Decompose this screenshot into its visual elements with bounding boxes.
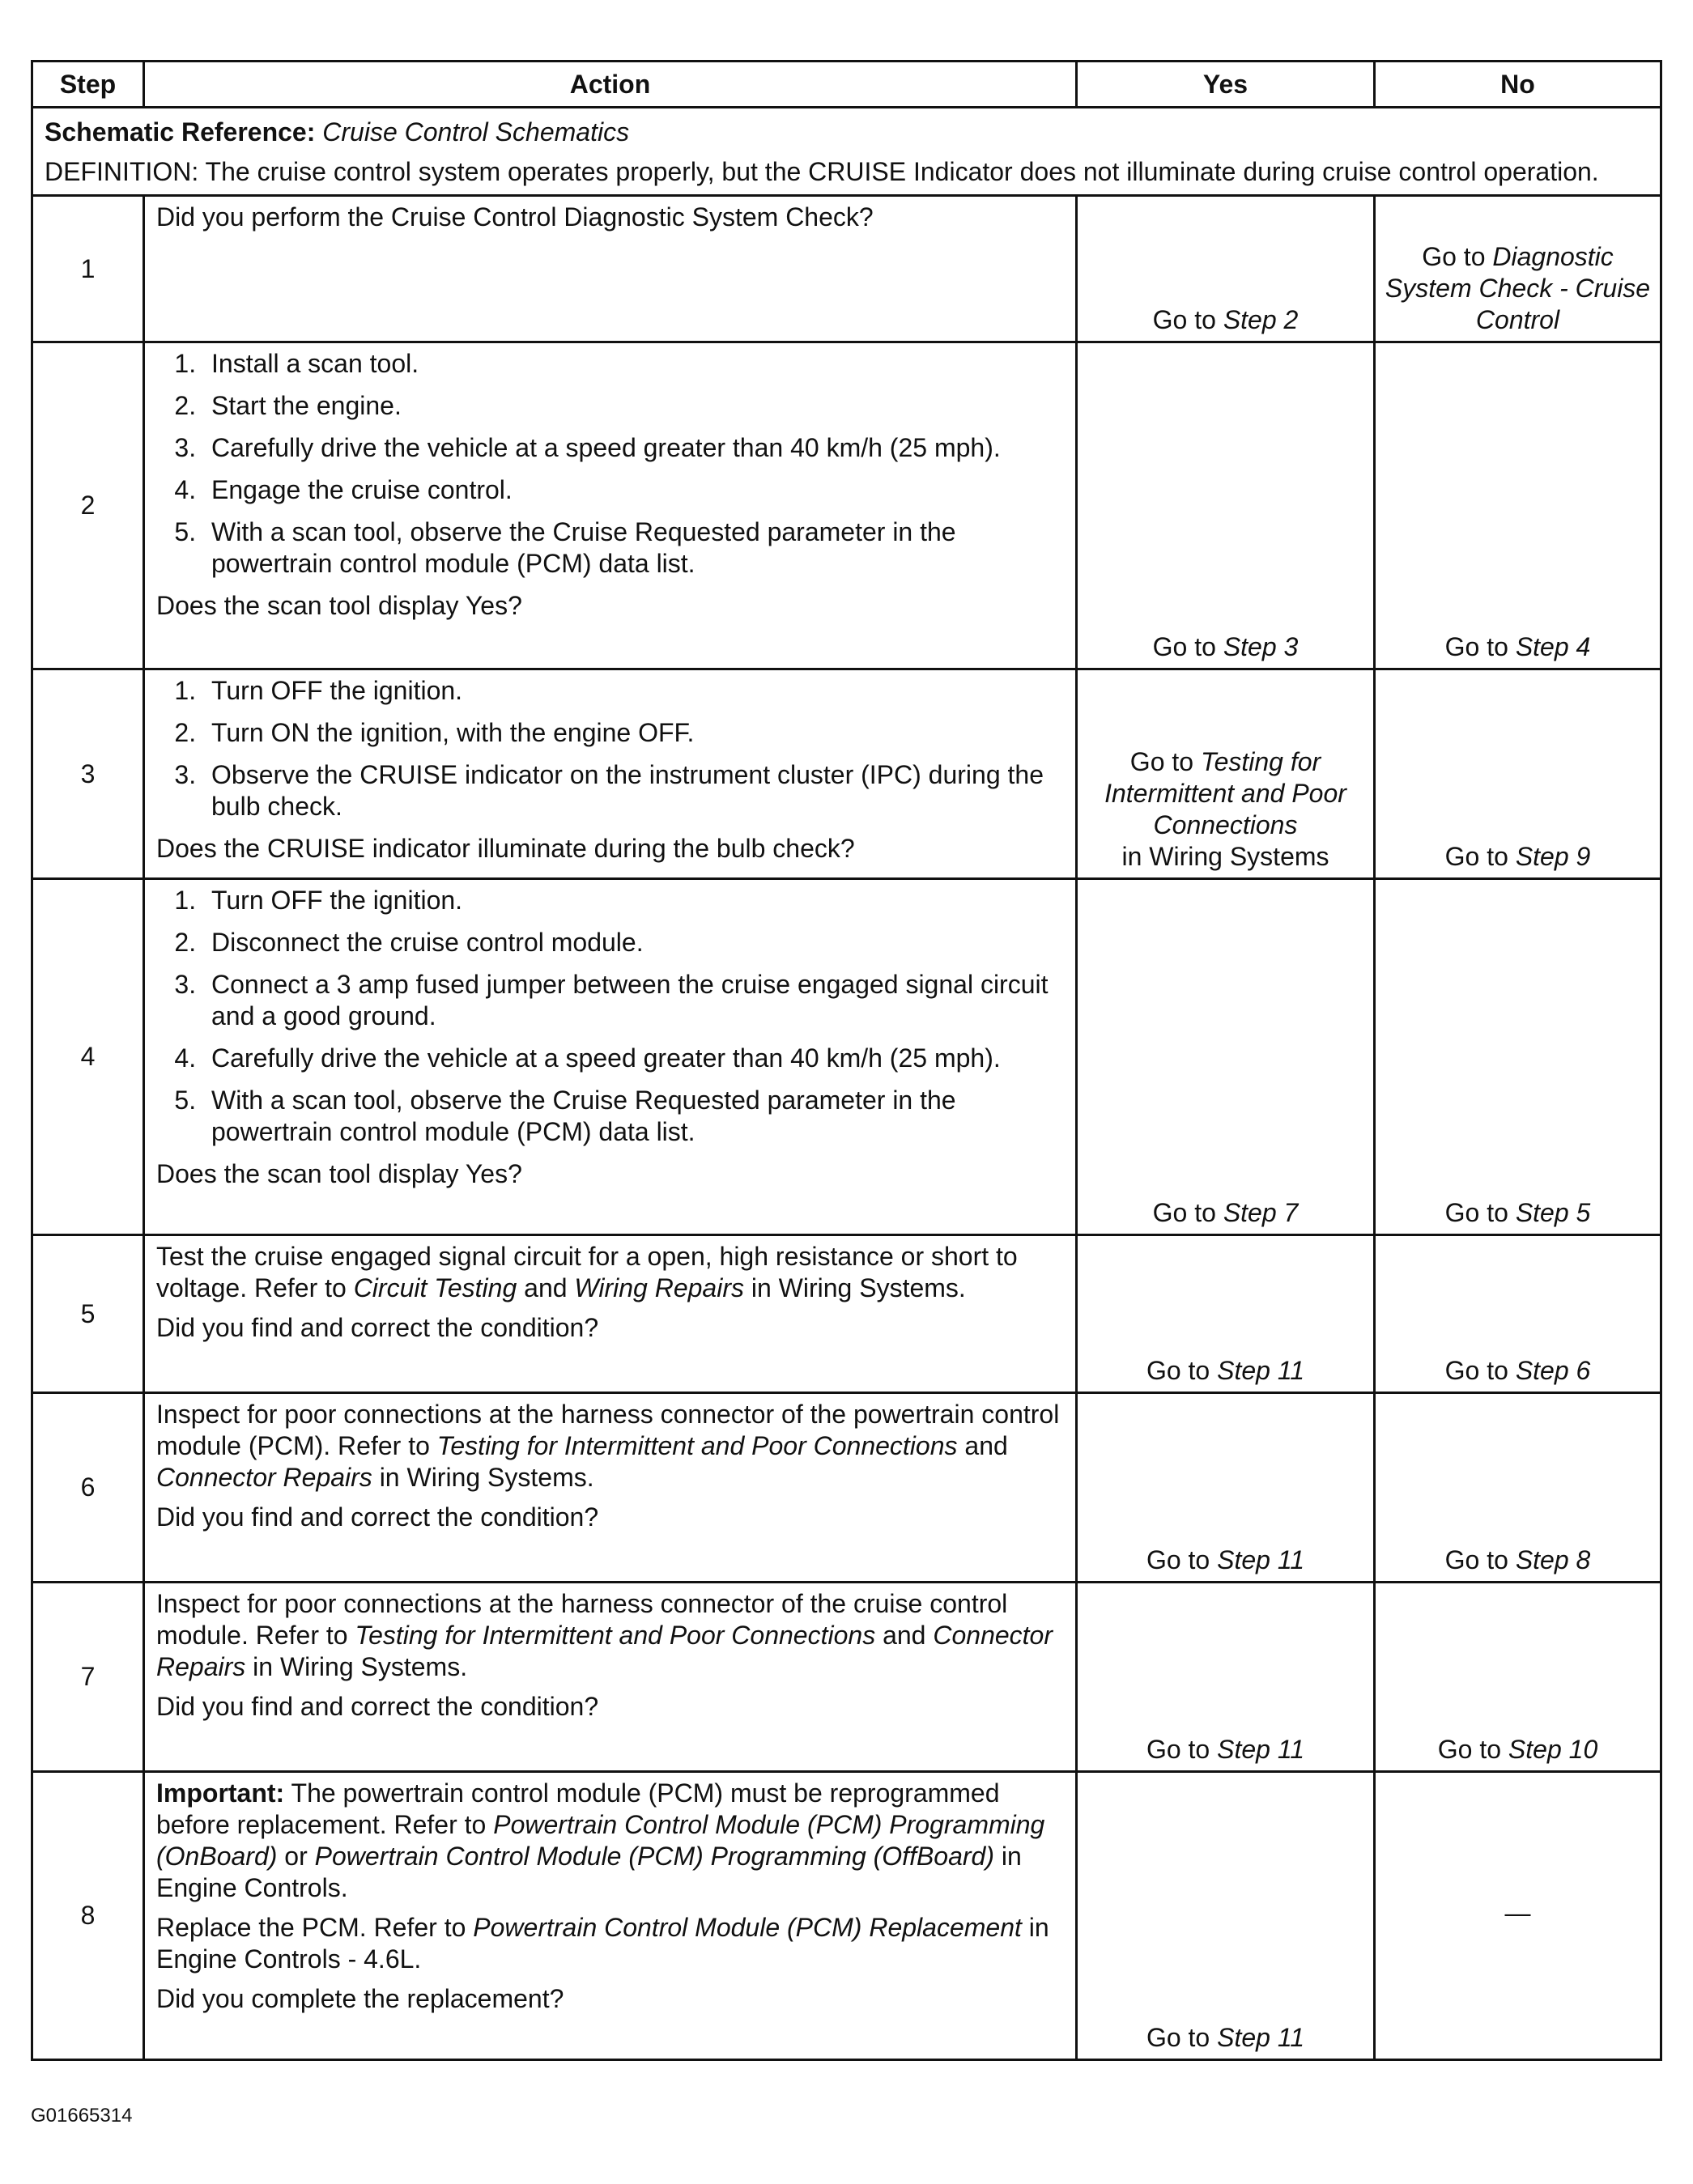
no-prefix: Go to: [1422, 242, 1486, 271]
step-question: Does the CRUISE indicator illuminate during the bulb check?: [156, 834, 855, 863]
step-number: 7: [32, 1583, 144, 1772]
reference-link[interactable]: Testing for Intermittent and Poor Connections: [355, 1621, 876, 1650]
yes-prefix: Go to: [1152, 305, 1216, 334]
yes-prefix: Go to: [1152, 1198, 1216, 1227]
reference-row: [32, 108, 1661, 196]
no-prefix: Go to: [1444, 1356, 1508, 1385]
step-instruction: [156, 1588, 1064, 1683]
yes-link[interactable]: Step 7: [1223, 1198, 1299, 1227]
yes-cell: [1077, 1583, 1375, 1772]
step-question: Did you find and correct the condition?: [156, 1692, 599, 1721]
step-instruction: [156, 1241, 1064, 1304]
instruction-text: in Wiring Systems.: [751, 1273, 966, 1302]
table-row: [32, 1772, 1661, 2060]
instruction-text: in Wiring Systems.: [379, 1463, 594, 1492]
instruction-text: Inspect for poor connections at the harness connector of the powertrain control module (PCM). Refer to: [156, 1400, 1060, 1460]
no-cell: [1375, 1583, 1661, 1772]
header-step: Step: [32, 62, 144, 108]
reference-link[interactable]: Powertrain Control Module (PCM) Programming (OffBoard): [314, 1842, 994, 1871]
instruction-text: and: [964, 1431, 1008, 1460]
instruction-list: [156, 348, 1064, 580]
step-question: Did you perform the Cruise Control Diagnostic System Check?: [156, 202, 874, 232]
instruction-text: Inspect for poor connections at the harness connector of the cruise control module. Refer to: [156, 1589, 1008, 1650]
no-cell: [1375, 342, 1661, 669]
no-link[interactable]: Step 8: [1515, 1545, 1591, 1574]
list-item: 3. Observe the CRUISE indicator on the instrument cluster (IPC) during the bulb check.: [203, 759, 1064, 822]
yes-prefix: Go to: [1152, 632, 1216, 661]
header-action: Action: [144, 62, 1077, 108]
no-prefix: Go to: [1437, 1735, 1502, 1764]
list-item: 1. Turn OFF the ignition.: [203, 675, 1064, 707]
instruction-text: Replace the PCM. Refer to: [156, 1913, 466, 1942]
step-question: Did you complete the replacement?: [156, 1984, 564, 2013]
important-note: [156, 1778, 1064, 1904]
yes-cell: [1077, 342, 1375, 669]
instruction-text: and: [883, 1621, 926, 1650]
yes-prefix: Go to: [1146, 2023, 1210, 2052]
step-question: Did you find and correct the condition?: [156, 1502, 599, 1532]
table-row: [32, 879, 1661, 1235]
list-item: 2. Start the engine.: [203, 390, 1064, 422]
important-text: in Engine Controls.: [156, 1842, 1022, 1902]
no-cell: [1375, 669, 1661, 879]
step-number: 2: [32, 342, 144, 669]
action-cell: [144, 196, 1077, 342]
action-cell: [144, 879, 1077, 1235]
no-prefix: Go to: [1444, 632, 1508, 661]
instruction-text: in Wiring Systems.: [253, 1652, 468, 1681]
diagnostic-table-sheet: [31, 60, 1660, 2061]
step-question: Did you find and correct the condition?: [156, 1313, 599, 1342]
step-number: 3: [32, 669, 144, 879]
list-item: 5. With a scan tool, observe the Cruise Requested parameter in the powertrain control module (PCM) data list.: [203, 1085, 1064, 1148]
reference-link[interactable]: Powertrain Control Module (PCM) Replacement: [473, 1913, 1022, 1942]
reference-link[interactable]: Powertrain Control Module (PCM) Programming (OnBoard): [156, 1810, 1045, 1871]
yes-prefix: Go to: [1146, 1545, 1210, 1574]
definition-text: DEFINITION: The cruise control system operates properly, but the CRUISE Indicator does not illuminate during cruise control operation.: [45, 157, 1599, 186]
action-cell: [144, 1235, 1077, 1393]
reference-link[interactable]: Circuit Testing: [353, 1273, 517, 1302]
no-link[interactable]: Step 6: [1515, 1356, 1591, 1385]
list-item: 1. Turn OFF the ignition.: [203, 885, 1064, 916]
diagnostic-table: [31, 60, 1662, 2061]
yes-link[interactable]: Step 11: [1217, 1545, 1305, 1574]
no-prefix: Go to: [1444, 1198, 1508, 1227]
no-cell: [1375, 1772, 1661, 2060]
yes-suffix: in Wiring Systems: [1121, 842, 1329, 871]
yes-link[interactable]: Step 2: [1223, 305, 1299, 334]
no-link[interactable]: Step 10: [1508, 1735, 1598, 1764]
step-instruction: [156, 1399, 1064, 1494]
step-number: 4: [32, 879, 144, 1235]
no-cell: [1375, 1235, 1661, 1393]
step-question: Does the scan tool display Yes?: [156, 1159, 522, 1188]
no-cell: [1375, 196, 1661, 342]
reference-link[interactable]: Connector Repairs: [156, 1463, 372, 1492]
no-prefix: Go to: [1444, 842, 1508, 871]
schematic-reference-link[interactable]: Cruise Control Schematics: [322, 117, 630, 147]
reference-link[interactable]: Testing for Intermittent and Poor Connections: [436, 1431, 958, 1460]
action-cell: [144, 1393, 1077, 1583]
table-row: [32, 1235, 1661, 1393]
reference-link[interactable]: Connector Repairs: [156, 1621, 1053, 1681]
list-item: 1. Install a scan tool.: [203, 348, 1064, 380]
table-row: [32, 196, 1661, 342]
no-link[interactable]: Step 9: [1515, 842, 1591, 871]
yes-link[interactable]: Step 11: [1217, 2023, 1305, 2052]
step-question: Does the scan tool display Yes?: [156, 591, 522, 620]
action-cell: [144, 1772, 1077, 2060]
yes-prefix: Go to: [1146, 1735, 1210, 1764]
list-item: 4. Carefully drive the vehicle at a speed greater than 40 km/h (25 mph).: [203, 1043, 1064, 1074]
no-dash: —: [1504, 1898, 1531, 1927]
yes-cell: [1077, 1393, 1375, 1583]
no-cell: [1375, 879, 1661, 1235]
yes-cell: [1077, 1235, 1375, 1393]
table-row: [32, 669, 1661, 879]
reference-link[interactable]: Wiring Repairs: [574, 1273, 744, 1302]
yes-cell: [1077, 1772, 1375, 2060]
no-link[interactable]: Diagnostic System Check - Cruise Control: [1385, 242, 1651, 334]
yes-link[interactable]: Step 3: [1223, 632, 1299, 661]
important-label: Important:: [156, 1778, 285, 1808]
no-prefix: Go to: [1444, 1545, 1508, 1574]
header-yes: Yes: [1077, 62, 1375, 108]
yes-link[interactable]: Testing for Intermittent and Poor Connections: [1104, 747, 1346, 839]
yes-cell: [1077, 196, 1375, 342]
list-item: 2. Turn ON the ignition, with the engine OFF.: [203, 717, 1064, 749]
yes-link[interactable]: Step 11: [1217, 1356, 1305, 1385]
no-link[interactable]: Step 5: [1515, 1198, 1591, 1227]
schematic-reference: [45, 117, 1648, 148]
list-item: 5. With a scan tool, observe the Cruise Requested parameter in the powertrain control module (PCM) data list.: [203, 516, 1064, 580]
yes-prefix: Go to: [1146, 1356, 1210, 1385]
action-cell: [144, 342, 1077, 669]
important-text: or: [284, 1842, 308, 1871]
step-number: 1: [32, 196, 144, 342]
schematic-reference-label: Schematic Reference:: [45, 117, 316, 147]
header-no: No: [1375, 62, 1661, 108]
instruction-list: [156, 675, 1064, 822]
list-item: 4. Engage the cruise control.: [203, 474, 1064, 506]
step-instruction: [156, 1912, 1064, 1975]
action-cell: [144, 669, 1077, 879]
yes-prefix: Go to: [1129, 747, 1194, 776]
important-text: The powertrain control module (PCM) must be reprogrammed before replacement. Refer to: [156, 1778, 1000, 1839]
instruction-text: in Engine Controls - 4.6L.: [156, 1913, 1049, 1974]
list-item: 2. Disconnect the cruise control module.: [203, 927, 1064, 958]
table-row: [32, 342, 1661, 669]
step-number: 6: [32, 1393, 144, 1583]
step-number: 8: [32, 1772, 144, 2060]
yes-cell: [1077, 669, 1375, 879]
figure-code: G01665314: [31, 2105, 133, 2127]
instruction-list: [156, 885, 1064, 1148]
table-row: [32, 1583, 1661, 1772]
reference-cell: [32, 108, 1661, 196]
list-item: 3. Connect a 3 amp fused jumper between the cruise engaged signal circuit and a good ground.: [203, 969, 1064, 1032]
action-cell: [144, 1583, 1077, 1772]
yes-link[interactable]: Step 11: [1217, 1735, 1305, 1764]
no-link[interactable]: Step 4: [1515, 632, 1591, 661]
table-row: [32, 1393, 1661, 1583]
instruction-text: and: [524, 1273, 568, 1302]
yes-cell: [1077, 879, 1375, 1235]
no-cell: [1375, 1393, 1661, 1583]
instruction-text: Test the cruise engaged signal circuit for a open, high resistance or short to voltage. Refer to: [156, 1242, 1018, 1302]
header-row: [32, 62, 1661, 108]
list-item: 3. Carefully drive the vehicle at a speed greater than 40 km/h (25 mph).: [203, 432, 1064, 464]
step-number: 5: [32, 1235, 144, 1393]
